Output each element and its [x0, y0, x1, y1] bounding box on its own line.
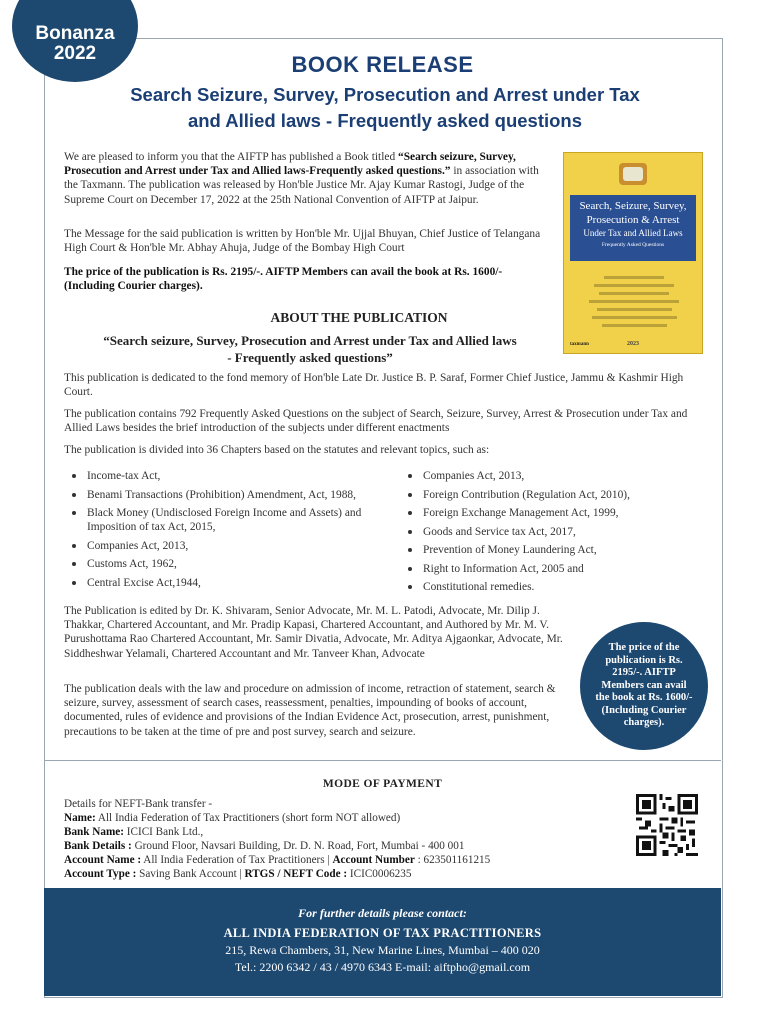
quote-line2: - Frequently asked questions”	[227, 350, 393, 365]
footer-contact-band	[44, 888, 721, 996]
list-item: Right to Information Act, 2005 and	[404, 562, 704, 576]
price-text: The price of the publication is Rs. 2195/-. AIFTP Members can avail the book at Rs. 1600/- (Including Courier charges).	[64, 266, 503, 293]
list-item: Prevention of Money Laundering Act,	[404, 543, 704, 557]
footer-address: 215, Rewa Chambers, 31, New Marine Lines, Mumbai – 400 020	[225, 943, 540, 957]
book-year: 2023	[627, 341, 639, 347]
name-value: All India Federation of Tax Practitioners (short form NOT allowed)	[95, 812, 401, 824]
book-title-line3: Under Tax and Allied Laws	[583, 228, 683, 238]
chapters-list-right	[404, 469, 704, 599]
subtitle-line1: Search Seizure, Survey, Prosecution and Arrest under Tax	[130, 84, 640, 105]
book-title-line1: Search, Seizure, Survey,	[579, 200, 687, 212]
page-subtitle	[80, 82, 690, 134]
actype-label: Account Type :	[64, 868, 137, 880]
book-title-line4: Frequently Asked Questions	[601, 241, 665, 248]
dedication-paragraph: This publication is dedicated to the fond memory of Hon'ble Late Dr. Justice B. P. Saraf, Former Chief Justice, Jammu & Kashmir High Court.	[64, 372, 684, 399]
content-paragraph: The publication deals with the law and procedure on admission of income, retraction of statement, search & seizure, survey, assessment of search cases, reassessment, penalties, impounding of books of account, documented, rules of evidence and provisions of the Indian Evidence Act, prosecution, arrest, punishment, precautions to be taken at the time of pre and post survey, search and seizure.	[64, 683, 556, 738]
badge-line2: 2022	[53, 43, 97, 64]
list-item: Constitutional remedies.	[404, 580, 704, 594]
acno-label: Account Number	[332, 854, 415, 866]
intro-text-a: We are pleased to inform you that the AIFTP has published a Book titled	[64, 151, 398, 163]
chapters-list-left	[68, 469, 398, 594]
footer-phone-email[interactable]: Tel.: 2200 6342 / 43 / 4970 6343 E-mail: aiftpho@gmail.com	[234, 960, 531, 974]
details-label: Bank Details :	[64, 840, 132, 852]
intro-paragraph	[64, 150, 552, 207]
list-item: Income-tax Act,	[68, 469, 398, 483]
badge-line1: Bonanza	[35, 23, 115, 44]
list-item: Companies Act, 2013,	[404, 469, 704, 483]
list-item: Goods and Service tax Act, 2017,	[404, 525, 704, 539]
payment-bank	[64, 825, 203, 839]
actype-value: Saving Bank Account |	[136, 868, 245, 880]
price-paragraph	[64, 265, 552, 293]
footer-contact-label: For further details please contact:	[298, 906, 467, 920]
bank-value: ICICI Bank Ltd.,	[123, 826, 204, 838]
payment-details	[64, 839, 464, 853]
chapters-paragraph: The publication is divided into 36 Chapters based on the statutes and relevant topics, such as:	[64, 444, 490, 456]
payment-name	[64, 811, 400, 825]
quote-line1: “Search seizure, Survey, Prosecution and Arrest under Tax and Allied laws	[103, 333, 517, 348]
list-item: Foreign Contribution (Regulation Act, 2010),	[404, 488, 704, 502]
crest-icon	[619, 163, 647, 185]
page-title: BOOK RELEASE	[291, 52, 474, 77]
list-item: Foreign Exchange Management Act, 1999,	[404, 506, 704, 520]
payment-intro: Details for NEFT-Bank transfer -	[64, 798, 213, 810]
list-item: Central Excise Act,1944,	[68, 576, 398, 590]
list-item: Companies Act, 2013,	[68, 539, 398, 553]
rtgs-label: RTGS / NEFT Code :	[244, 868, 348, 880]
price-callout: The price of the publication is Rs. 2195/-. AIFTP Members can avail the book at Rs. 1600/- (Including Courier charges).	[580, 622, 708, 750]
book-publisher: taxmann	[570, 342, 589, 347]
message-paragraph: The Message for the said publication is written by Hon'ble Mr. Ujjal Bhuyan, Chief Justice of Telangana High Court & Hon'ble Mr. Abhay Ahuja, Judge of the Bombay High Court	[64, 228, 541, 255]
book-title-line2: Prosecution & Arrest	[586, 213, 680, 226]
payment-type	[64, 867, 411, 881]
acname-label: Account Name :	[64, 854, 142, 866]
acno-value: : 623501161215	[414, 854, 491, 866]
acname-value: All India Federation of Tax Practitioners |	[141, 854, 333, 866]
editors-paragraph: The Publication is edited by Dr. K. Shivaram, Senior Advocate, Mr. M. L. Patodi, Advocate, Mr. Dilip J. Thakkar, Chartered Accountant, and Mr. Pradip Kapasi, Chartered Accountant, and Authored by Mr. M. V. Purushottama Rao Chartered Accountant, Mr. Samir Divatia, Advocate, Mr. Aditya Ajgaonkar, Advocate, Mr. Siddheshwar Yelamali, Chartered Accountant and Mr. Tanveer Khan, Advocate	[64, 605, 563, 660]
intro-book-title: “Search seizure, Survey, Prosecution and Arrest under Tax and Allied laws-Frequently asked questions.”	[64, 151, 516, 178]
list-item: Customs Act, 1962,	[68, 557, 398, 571]
rtgs-value: ICIC0006235	[347, 868, 412, 880]
subtitle-line2: and Allied laws - Frequently asked questions	[187, 110, 583, 131]
about-heading: ABOUT THE PUBLICATION	[270, 310, 448, 325]
qr-code-icon[interactable]	[636, 794, 698, 856]
payment-account	[64, 853, 490, 867]
payment-heading: MODE OF PAYMENT	[322, 778, 443, 790]
name-label: Name:	[64, 812, 96, 824]
bank-label: Bank Name:	[64, 826, 124, 838]
footer-org-name: ALL INDIA FEDERATION OF TAX PRACTITIONERS	[223, 926, 542, 940]
list-item: Benami Transactions (Prohibition) Amendment, Act, 1988,	[68, 488, 398, 502]
intro-text-c: in association with the Taxmann. The publication was released by Hon'ble Justice Mr. Ajay Kumar Rastogi, Judge of the Supreme Court on December 17, 2022 at the 25th National Convention of AIFTP at Jaipur.	[64, 165, 539, 206]
list-item: Black Money (Undisclosed Foreign Income and Assets) and Imposition of tax Act, 2015,	[68, 506, 398, 534]
details-value: Ground Floor, Navsari Building, Dr. D. N. Road, Fort, Mumbai - 400 001	[131, 840, 465, 852]
faq-paragraph: The publication contains 792 Frequently Asked Questions on the subject of Search, Seizure, Survey, Arrest & Prosecution under Tax and Allied Laws besides the brief introduction of the subjects under different enactments	[64, 408, 688, 435]
book-cover-title	[570, 195, 696, 261]
about-quote	[60, 332, 560, 366]
